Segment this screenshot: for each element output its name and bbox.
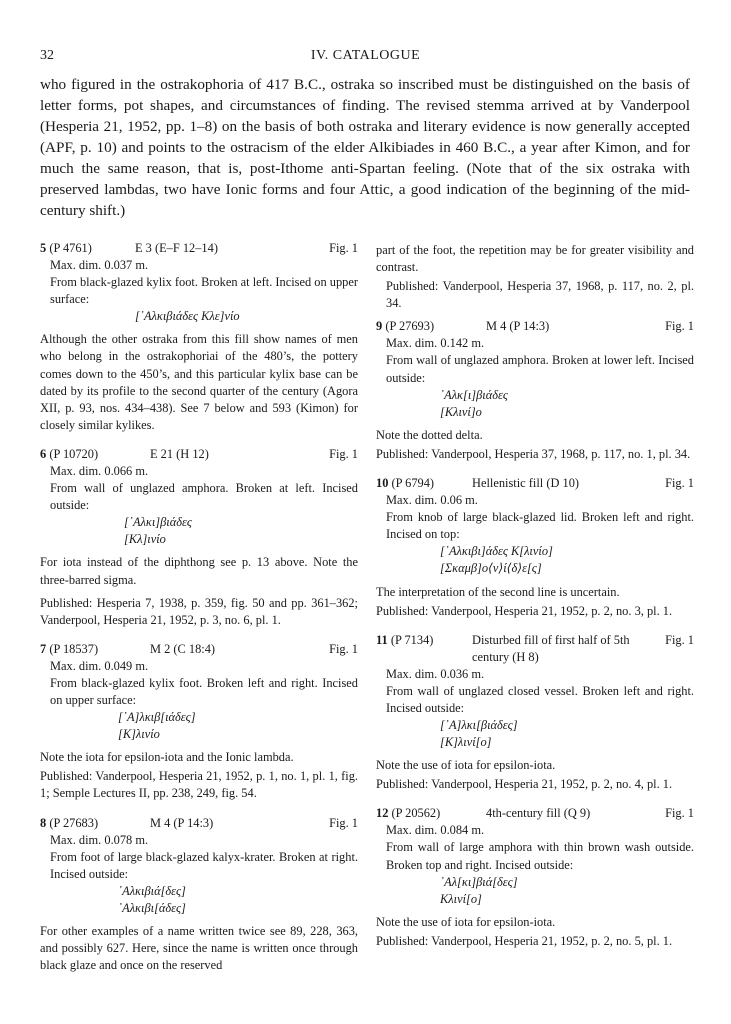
entry-number: 9 — [376, 319, 383, 334]
figure-ref: Fig. 1 — [329, 241, 358, 255]
page-header — [40, 48, 691, 72]
inscription-line-1: [᾿Αλκι]βιάδες — [124, 515, 192, 530]
catalogue-entry-8 — [40, 815, 358, 975]
description: From knob of large black-glazed lid. Broken left and right. Incised on top: — [386, 510, 694, 542]
inscription-line-2: [Κλ]ινίο — [124, 532, 166, 547]
inventory-number: (P 10720) — [49, 446, 99, 461]
entry-number: 7 — [40, 641, 47, 656]
deposit-location: M 4 (P 14:3) — [486, 319, 550, 334]
inventory-number: (P 7134) — [390, 632, 434, 647]
inscription-line-2: Κλινί[ο] — [440, 891, 482, 906]
entry-number: 12 — [376, 806, 389, 821]
entry-number: 5 — [40, 241, 47, 255]
entry-heading — [376, 805, 694, 822]
inscription-line-1: ᾿Αλκιβιά[δες] — [118, 883, 186, 898]
inscription-line-2: [Κ]λινί[ο] — [440, 735, 492, 750]
inscription-line-1: ᾿Αλκ[ι]βιάδες — [440, 387, 508, 402]
commentary: Although the other ostraka from this fill show names of men who belong in the ostrakophoriai of the 480’s, the pottery comes down to the 450’s, and this particular kylix base can be dated by its profile to the second quarter of the century (Agora XII, p. 93, nos. 434–438). See 7 below and 593 (Kimon) for closely similar kylikes. — [40, 332, 358, 432]
catalogue-entry-10 — [376, 475, 694, 620]
figure-ref: Fig. 1 — [665, 632, 694, 647]
right-column — [376, 242, 694, 962]
catalogue-entry-6 — [40, 446, 358, 629]
deposit-location: Hellenistic fill (D 10) — [472, 476, 580, 491]
figure-ref: Fig. 1 — [329, 815, 358, 830]
deposit-location: E 3 (E–F 12–14) — [135, 241, 218, 255]
publication: Published: Vanderpool, Hesperia 21, 1952, p. 2, no. 5, pl. 1. — [376, 933, 673, 948]
deposit-location: 4th-century fill (Q 9) — [486, 806, 591, 821]
catalogue-entry-8-continued — [376, 242, 694, 312]
inscription-line-1: ᾿Αλ[κι]βιά[δες] — [440, 874, 518, 889]
inventory-number: (P 4761) — [49, 241, 92, 255]
description: From wall of unglazed amphora. Broken at lower left. Incised outside: — [386, 353, 694, 385]
commentary: The interpretation of the second line is uncertain. — [376, 584, 620, 599]
max-dimension: Max. dim. 0.084 m. — [386, 823, 485, 838]
inscription-line-1: [᾿Αλκιβιάδες Κλε]νίο — [135, 309, 240, 324]
max-dimension: Max. dim. 0.049 m. — [50, 658, 149, 673]
inventory-number: (P 20562) — [391, 806, 441, 821]
max-dimension: Max. dim. 0.078 m. — [50, 832, 149, 847]
commentary-continued: part of the foot, the repetition may be for greater visibility and contrast. — [376, 243, 694, 275]
inscription-line-1: [᾿Α]λκι[βιάδες] — [440, 717, 518, 732]
catalogue-entry-12 — [376, 805, 694, 950]
publication: Published: Hesperia 7, 1938, p. 359, fig. 50 and pp. 361–362; Vanderpool, Hesperia 21, 1952, p. 3, no. 6, pl. 1. — [40, 595, 358, 627]
max-dimension: Max. dim. 0.036 m. — [386, 666, 485, 681]
deposit-location: M 2 (C 18:4) — [150, 641, 216, 656]
commentary: Note the iota for epsilon-iota and the Ionic lambda. — [40, 750, 294, 765]
entry-heading — [40, 641, 358, 658]
publication: Published: Vanderpool, Hesperia 21, 1952, p. 1, no. 1, pl. 1, fig. 1; Semple Lectures II, pp. 238, 249, fig. 54. — [40, 769, 358, 801]
entry-heading — [40, 240, 358, 257]
description: From black-glazed kylix foot. Broken at left. Incised on upper surface: — [50, 275, 358, 307]
inscription-line-1: [᾿Αλκιβι]άδες Κ[λινίο] — [440, 544, 553, 559]
max-dimension: Max. dim. 0.066 m. — [50, 463, 149, 478]
commentary: Note the use of iota for epsilon-iota. — [376, 914, 556, 929]
description: From wall of large amphora with thin brown wash outside. Broken top and right. Incised outside: — [386, 840, 694, 872]
entry-number: 11 — [376, 632, 388, 647]
publication: Published: Vanderpool, Hesperia 37, 1968, p. 117, no. 2, pl. 34. — [386, 279, 694, 311]
catalogue-entry-7 — [40, 641, 358, 803]
entry-number: 6 — [40, 446, 47, 461]
inscription-line-2: [Κλινί]ο — [440, 404, 482, 419]
deposit-location: Disturbed fill of first half of 5th century (H 8) — [472, 632, 630, 664]
deposit-location: E 21 (H 12) — [150, 446, 209, 461]
deposit-location: M 4 (P 14:3) — [150, 815, 214, 830]
inventory-number: (P 27693) — [385, 319, 435, 334]
catalogue-entry-11 — [376, 632, 694, 794]
entry-heading — [40, 815, 358, 832]
running-title: IV. CATALOGUE — [310, 48, 421, 63]
publication: Published: Vanderpool, Hesperia 37, 1968, p. 117, no. 1, pl. 34. — [376, 446, 691, 461]
intro-paragraph: who figured in the ostrakophoria of 417 B.C., ostraka so inscribed must be distinguished on the basis of letter forms, pot shapes, and circumstances of finding. The revised stemma arrived at by Vanderpool (Hesperia 21, 1952, pp. 1–8) on the basis of both ostraka and literary evidence is now generally accepted (APF, p. 10) and points to the ostracism of the elder Alkibiades in 460 B.C., a year after Kimon, and for much the same reason, that is, post-Ithome anti-Spartan feeling. (Note that of the six ostraka with preserved lambdas, two have Ionic forms and four Attic, a good indication of the beginning of the mid-century shift.) — [40, 76, 690, 219]
description: From foot of large black-glazed kalyx-krater. Broken at right. Incised outside: — [50, 849, 358, 881]
inscription-line-2: [Κ]λινίο — [118, 727, 160, 742]
inventory-number: (P 6794) — [391, 476, 435, 491]
entry-heading — [376, 475, 694, 492]
max-dimension: Max. dim. 0.142 m. — [386, 336, 485, 351]
entry-heading — [376, 632, 694, 666]
max-dimension: Max. dim. 0.06 m. — [386, 493, 478, 508]
figure-ref: Fig. 1 — [329, 446, 358, 461]
inscription-line-2: [Σκαμβ]ο⟨ν⟩ί⟨δ⟩ε[ς] — [440, 561, 542, 576]
publication: Published: Vanderpool, Hesperia 21, 1952, p. 2, no. 3, pl. 1. — [376, 603, 673, 618]
catalogue-entry-5 — [40, 240, 358, 434]
entry-heading — [40, 446, 358, 463]
commentary: For iota instead of the diphthong see p. 13 above. Note the three-barred sigma. — [40, 555, 358, 587]
catalogue-entry-9 — [376, 318, 694, 463]
description: From wall of unglazed amphora. Broken at left. Incised outside: — [50, 481, 358, 513]
commentary: Note the dotted delta. — [376, 427, 483, 442]
max-dimension: Max. dim. 0.037 m. — [50, 258, 149, 272]
figure-ref: Fig. 1 — [665, 806, 694, 821]
commentary: For other examples of a name written twice see 89, 228, 363, and possibly 627. Here, since the name is written once through black glaze and once on the reserved — [40, 924, 358, 973]
inscription-line-1: [᾿Α]λκιβ[ιάδες] — [118, 710, 196, 725]
description: From black-glazed kylix foot. Broken left and right. Incised on upper surface: — [50, 675, 358, 707]
entry-heading — [376, 318, 694, 335]
figure-ref: Fig. 1 — [329, 641, 358, 656]
page-number: 32 — [40, 48, 54, 63]
entry-number: 10 — [376, 476, 389, 491]
inventory-number: (P 18537) — [49, 641, 99, 656]
inventory-number: (P 27683) — [49, 815, 99, 830]
entry-number: 8 — [40, 815, 47, 830]
left-column — [40, 240, 358, 986]
figure-ref: Fig. 1 — [665, 319, 694, 334]
inscription-line-2: ᾿Αλκιβι[άδες] — [118, 900, 186, 915]
description: From wall of unglazed closed vessel. Broken left and right. Incised outside: — [386, 683, 694, 715]
publication: Published: Vanderpool, Hesperia 21, 1952, p. 2, no. 4, pl. 1. — [376, 777, 673, 792]
commentary: Note the use of iota for epsilon-iota. — [376, 758, 556, 773]
figure-ref: Fig. 1 — [665, 476, 694, 491]
